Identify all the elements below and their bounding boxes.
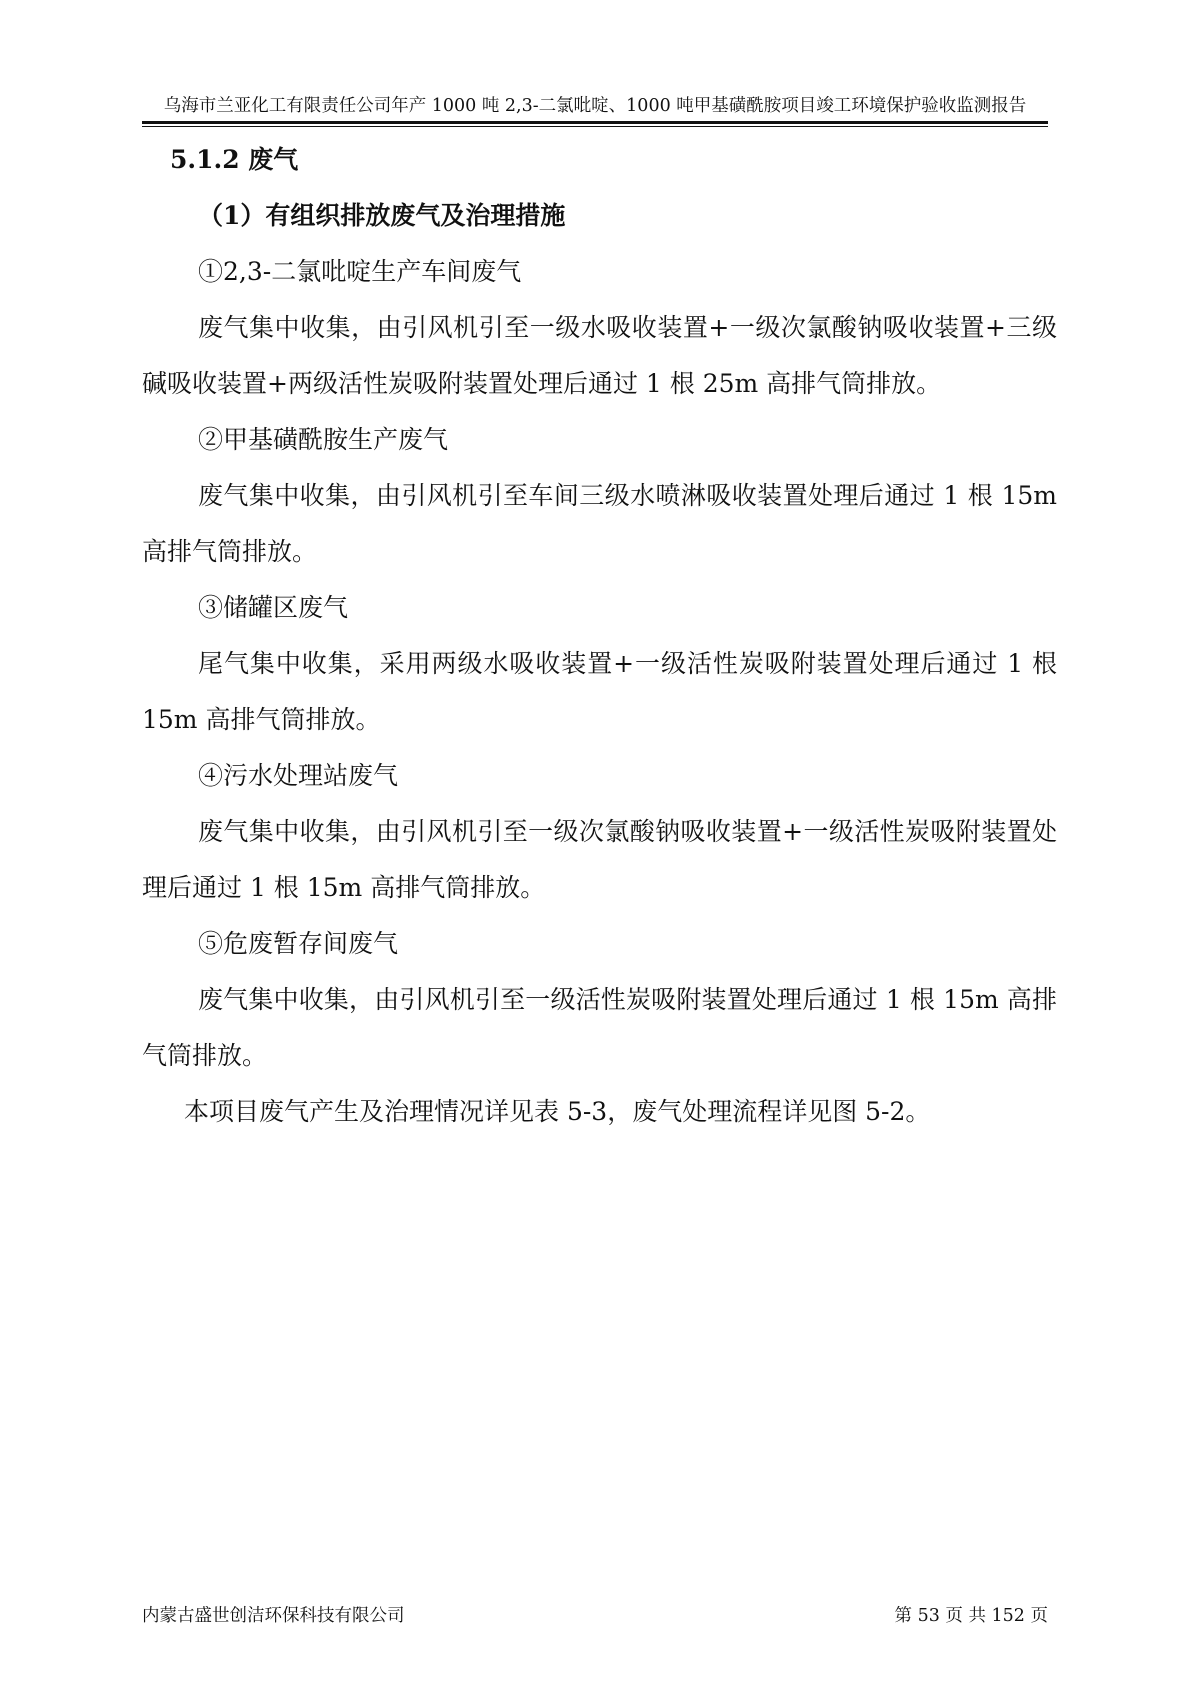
item-text-wastewater-station: 废气集中收集，由引风机引至一级次氯酸钠吸收装置+一级活性炭吸附装置处理后通过 1 根 15m 高排气筒排放。 bbox=[142, 817, 1057, 902]
item-text-methanesulfonamide: 废气集中收集，由引风机引至车间三级水喷淋吸收装置处理后通过 1 根 15m 高排气筒排放。 bbox=[142, 481, 1057, 566]
section-title: 5.1.2 废气 bbox=[170, 145, 299, 174]
item-title-methanesulfonamide: ②甲基磺酰胺生产废气 bbox=[198, 425, 449, 454]
item-title-wastewater-station: ④污水处理站废气 bbox=[198, 761, 399, 790]
item-text-tank-area: 尾气集中收集，采用两级水吸收装置+一级活性炭吸附装置处理后通过 1 根 15m 高排气筒排放。 bbox=[142, 649, 1057, 734]
page-header-title: 乌海市兰亚化工有限责任公司年产 1000 吨 2,3-二氯吡啶、1000 吨甲基磺酰胺项目竣工环境保护验收监测报告 bbox=[163, 96, 1027, 116]
header-rule-thin bbox=[142, 126, 1048, 127]
header-rule-thick bbox=[142, 121, 1048, 124]
page-body bbox=[142, 132, 1057, 1140]
footer-page-number: 第 53 页 共 152 页 bbox=[894, 1606, 1048, 1626]
item-title-dichloropyridine: ①2,3-二氯吡啶生产车间废气 bbox=[198, 257, 522, 286]
summary-paragraph: 本项目废气产生及治理情况详见表 5-3，废气处理流程详见图 5-2。 bbox=[184, 1097, 931, 1126]
item-text-hazardous-waste-storage: 废气集中收集，由引风机引至一级活性炭吸附装置处理后通过 1 根 15m 高排气筒排放。 bbox=[142, 985, 1057, 1070]
subsection-title: （1）有组织排放废气及治理措施 bbox=[198, 201, 566, 230]
item-title-tank-area: ③储罐区废气 bbox=[198, 593, 349, 622]
item-text-dichloropyridine: 废气集中收集，由引风机引至一级水吸收装置+一级次氯酸钠吸收装置+三级碱吸收装置+两级活性炭吸附装置处理后通过 1 根 25m 高排气筒排放。 bbox=[142, 313, 1057, 398]
item-title-hazardous-waste-storage: ⑤危废暂存间废气 bbox=[198, 929, 399, 958]
footer-company: 内蒙古盛世创洁环保科技有限公司 bbox=[142, 1606, 405, 1626]
